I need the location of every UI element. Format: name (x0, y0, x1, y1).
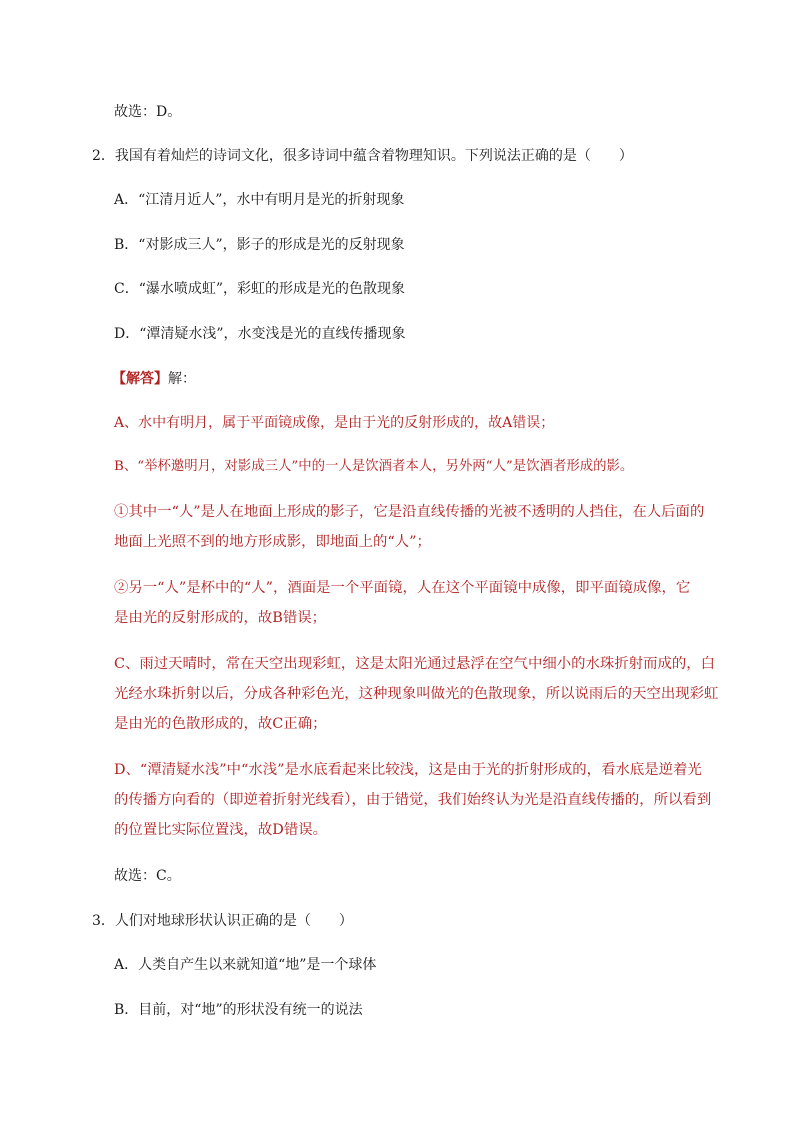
solution-c-line1: C、雨过天晴时，常在天空出现彩虹，这是太阳光通过悬浮在空气中细小的水珠折射而成的，白 (114, 656, 716, 672)
solution-c-line3: 是由光的色散形成的，故C正确； (114, 716, 327, 732)
solution-header-text: 解： (168, 371, 196, 387)
q3-option-b: B．目前，对“地”的形状没有统一的说法 (114, 1002, 363, 1018)
q2-option-b: B．“对影成三人”，影子的形成是光的反射现象 (114, 237, 405, 253)
q3-option-a: A．人类自产生以来就知道“地”是一个球体 (114, 957, 377, 973)
solution-header (112, 369, 196, 389)
solution-c-line2: 光经水珠折射以后，分成各种彩色光，这种现象叫做光的色散现象，所以说雨后的天空出现彩虹 (114, 686, 719, 702)
q2-stem: 2．我国有着灿烂的诗词文化，很多诗词中蕴含着物理知识。下列说法正确的是（ ） (92, 148, 633, 164)
solution-d-line1: D、“潭清疑水浅”中“水浅”是水底看起来比较浅，这是由于光的折射形成的，看水底是逆着光 (114, 762, 702, 778)
solution-b1-line2: 地面上光照不到的地方形成影，即地面上的“人”； (114, 534, 431, 550)
prev-answer: 故选：D。 (114, 104, 182, 120)
q2-option-d: D．“潭清疑水浅”，水变浅是光的直线传播现象 (114, 326, 406, 342)
solution-d-line3: 的位置比实际位置浅，故D错误。 (114, 822, 328, 838)
solution-b1-line1: ①其中一“人”是人在地面上形成的影子，它是沿直线传播的光被不透明的人挡住，在人后面的 (114, 504, 705, 520)
q2-answer: 故选：C。 (114, 868, 181, 884)
q2-option-a: A．“江清月近人”，水中有明月是光的折射现象 (114, 192, 405, 208)
solution-b: B、“举杯邀明月，对影成三人”中的一人是饮酒者本人，另外两“人”是饮酒者形成的影。 (114, 459, 634, 474)
solution-b2-line2: 是由光的反射形成的，故B错误； (114, 610, 327, 626)
solution-a: A、水中有明月，属于平面镜成像，是由于光的反射形成的，故A错误； (114, 415, 555, 431)
solution-b2-line1: ②另一“人”是杯中的“人”，酒面是一个平面镜，人在这个平面镜中成像，即平面镜成像，它 (114, 580, 691, 596)
solution-d-line2: 的传播方向看的（即逆着折射光线看），由于错觉，我们始终认为光是沿直线传播的，所以看到 (114, 792, 712, 808)
solution-mark: 【解答】 (112, 371, 168, 387)
q2-option-c: C．“瀑水喷成虹”，彩虹的形成是光的色散现象 (114, 281, 406, 297)
q3-stem: 3．人们对地球形状认识正确的是（ ） (92, 913, 353, 929)
